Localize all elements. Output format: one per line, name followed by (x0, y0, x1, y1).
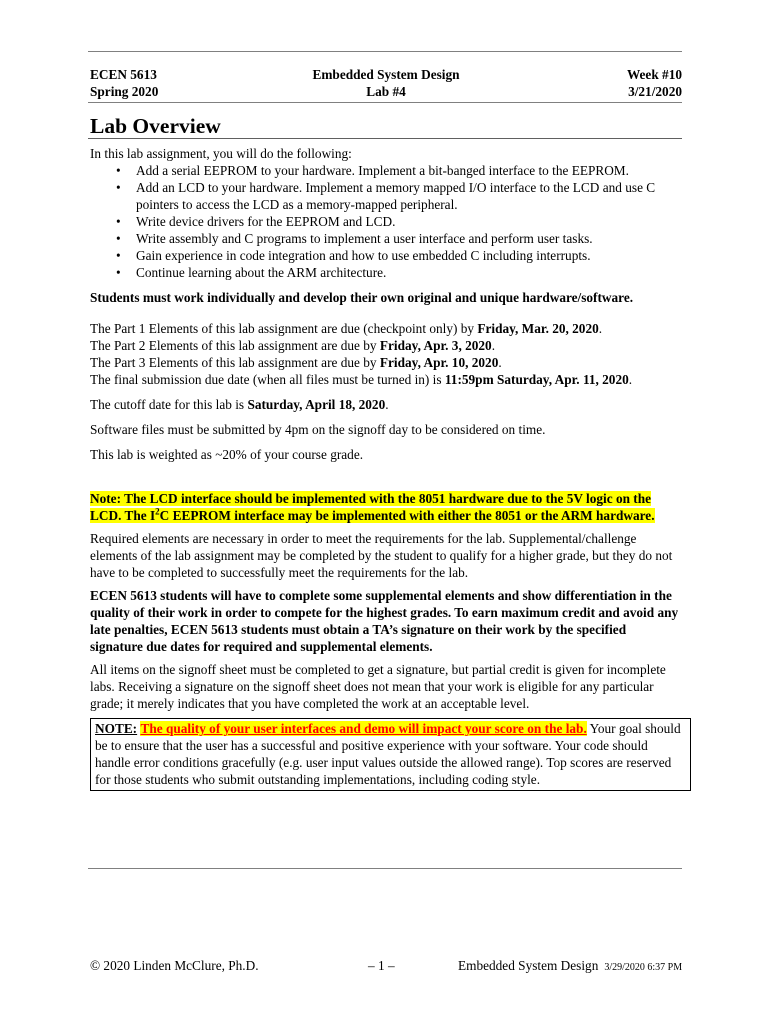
task-list-item: • Write assembly and C programs to implement a user interface and perform user tasks. (90, 230, 682, 247)
due-part1-text: The Part 1 Elements of this lab assignment are due (checkpoint only) by (90, 321, 478, 336)
copyright: © 2020 Linden McClure, Ph.D. (90, 958, 259, 973)
period: . (628, 372, 633, 387)
cutoff-text: The cutoff date for this lab is (90, 397, 248, 412)
weight-note: This lab is weighted as ~20% of your course grade. (90, 447, 364, 462)
ecen-requirements-note: ECEN 5613 students will have to complete some supplemental elements and show differentiation in the quality of their work in order to compete for the highest grades. To earn maximum credit and avoid any late penalties, ECEN 5613 students must obtain a TA’s signature on their work by the specified signature due dates for required and supplemental elements. (90, 588, 679, 654)
header-rule (88, 102, 682, 103)
lcd-hardware-note (90, 490, 682, 524)
software-note: Software files must be submitted by 4pm on the signoff day to be considered on time. (90, 422, 546, 437)
document-body (90, 145, 682, 791)
cutoff-date: Saturday, April 18, 2020 (247, 397, 386, 412)
period: . (385, 397, 389, 412)
due-part1-date: Friday, Mar. 20, 2020 (477, 321, 599, 336)
due-final-text: The final submission due date (when all files must be turned in) is (90, 372, 445, 387)
due-part2-date: Friday, Apr. 3, 2020 (379, 338, 492, 353)
course-code: ECEN 5613 (90, 67, 157, 82)
header-right (627, 66, 682, 100)
period: . (598, 321, 603, 336)
footer-rule (88, 868, 682, 869)
header-center (90, 66, 682, 100)
individual-work-note: Students must work individually and develop their own original and unique hardware/software. (90, 290, 634, 305)
task-list-item: • Add a serial EEPROM to your hardware. Implement a bit-banged interface to the EEPROM. (90, 162, 682, 179)
due-final-date: 11:59pm Saturday, Apr. 11, 2020 (444, 372, 629, 387)
due-part3 (90, 354, 682, 371)
week-number: Week #10 (626, 67, 682, 82)
period: . (491, 338, 496, 353)
due-part3-date: Friday, Apr. 10, 2020 (379, 355, 499, 370)
task-list-item: • Gain experience in code integration and how to use embedded C including interrupts. (90, 247, 682, 264)
lcd-note-sup: 2 (155, 506, 160, 517)
cutoff-line (90, 396, 682, 413)
due-part1 (90, 320, 682, 337)
period: . (498, 355, 502, 370)
footer-timestamp: 3/29/2020 6:37 PM (604, 962, 683, 973)
note-body: Your goal should be to ensure that the user has a successful and positive experience with your software. Your code should handle error conditions gracefully (e.g. user input values outside the allowed range). Top scores are reserved for those students who submit outstanding implementations, including coding style. (95, 721, 681, 787)
due-part2-text: The Part 2 Elements of this lab assignment are due by (90, 338, 380, 353)
required-elements-text: Required elements are necessary in order to meet the requirements for the lab. Supplemental/challenge elements of the lab assignment may be completed by the student to qualify for a higher grade, but they do not have to be completed to successfully meet the requirements for the lab. (90, 531, 673, 580)
task-list-item: • Add an LCD to your hardware. Implement a memory mapped I/O interface to the LCD and use C pointers to access the LCD as a memory-mapped peripheral. (90, 179, 682, 213)
section-title-rule (88, 138, 682, 139)
task-list (90, 162, 682, 281)
note-highlight: The quality of your user interfaces and demo will impact your score on the lab. (140, 721, 587, 736)
lcd-note-part1: Note: The LCD interface should be implemented with the 8051 hardware due to the 5V logic on the LCD. The I (90, 491, 652, 523)
task-list-item: • Write device drivers for the EEPROM and LCD. (90, 213, 682, 230)
due-part2 (90, 337, 682, 354)
intro-text: In this lab assignment, you will do the following: (90, 146, 352, 161)
section-title: Lab Overview (90, 114, 221, 138)
header-date: 3/21/2020 (628, 84, 682, 99)
signoff-text: All items on the signoff sheet must be completed to get a signature, but partial credit is given for incomplete labs. Receiving a signature on the signoff sheet does not mean that your work is eligible for any particular grade; it merely indicates that you have completed the work at an acceptable level. (90, 662, 666, 711)
lcd-note-part2: C EEPROM interface may be implemented with either the 8051 or the ARM hardware. (159, 508, 655, 523)
note-label: NOTE: (95, 721, 138, 736)
due-final (90, 371, 682, 388)
due-part3-text: The Part 3 Elements of this lab assignment are due by (90, 355, 380, 370)
footer-course-name: Embedded System Design (458, 958, 599, 973)
course-term: Spring 2020 (90, 84, 159, 99)
top-rule (88, 51, 682, 52)
task-list-item: • Continue learning about the ARM architecture. (90, 264, 682, 281)
footer-right (458, 957, 682, 976)
quality-note-box (90, 718, 691, 791)
course-title: Embedded System Design (312, 67, 460, 82)
lab-number: Lab #4 (366, 84, 406, 99)
page-number: – 1 – (368, 958, 395, 973)
